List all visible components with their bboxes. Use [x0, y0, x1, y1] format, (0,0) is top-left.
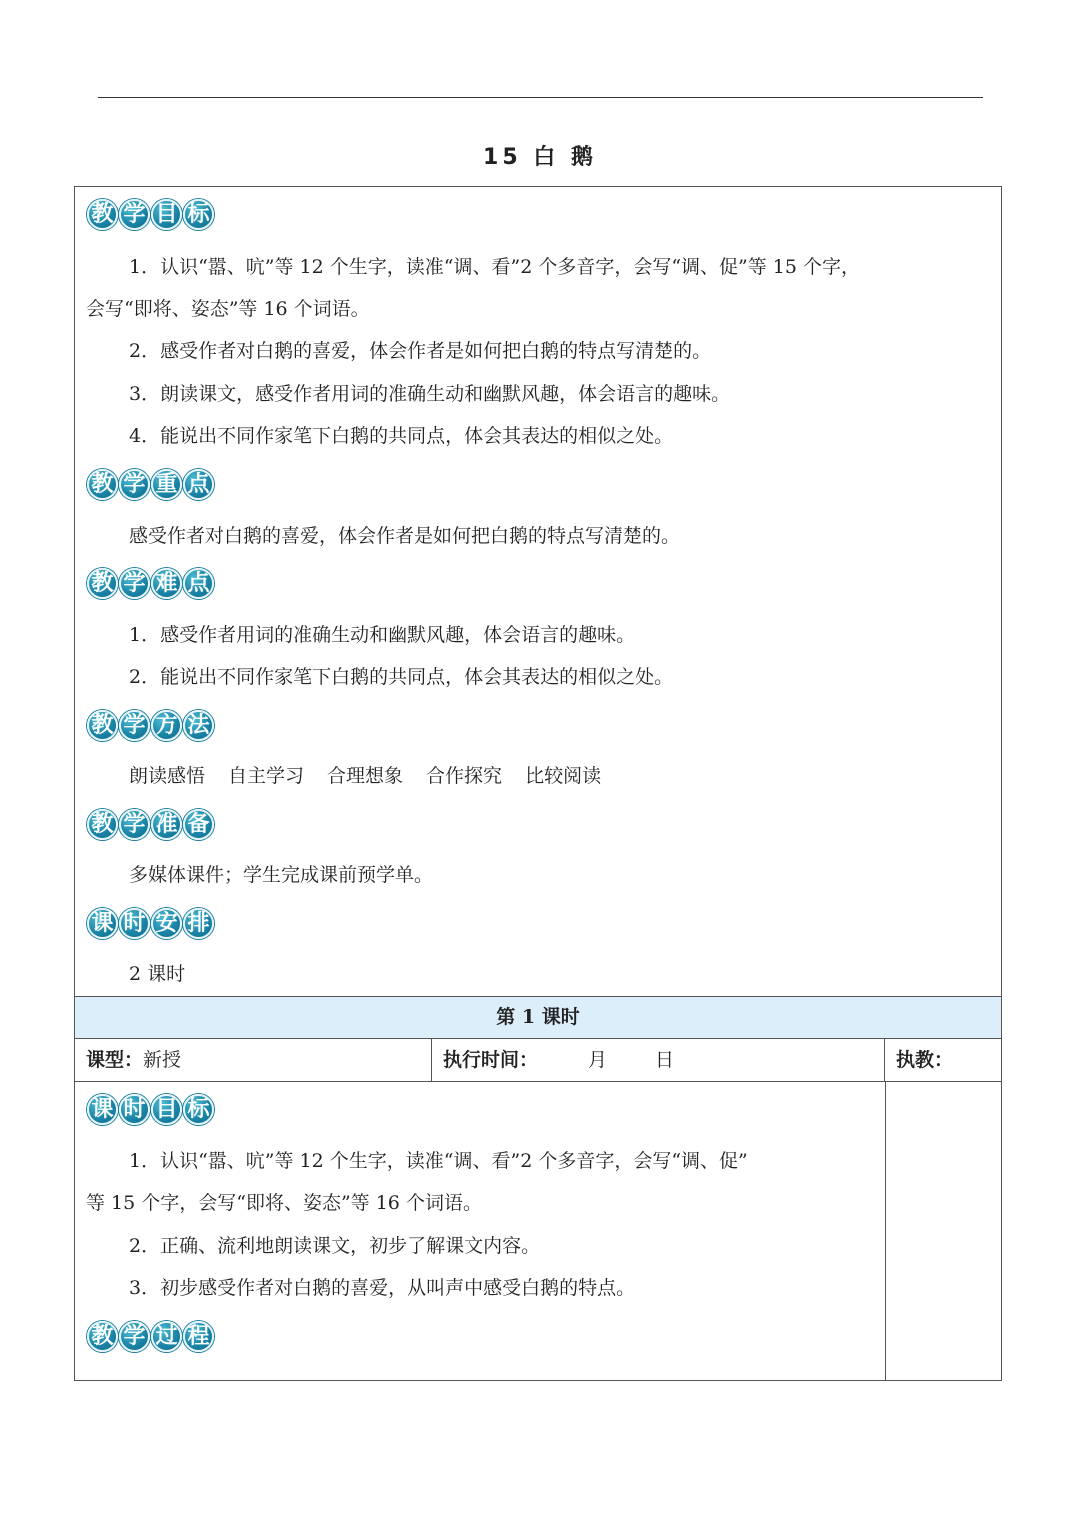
- lesson-type-label: 课型：: [86, 1049, 144, 1071]
- badge-char: 教: [87, 469, 118, 500]
- badge-char: 学: [119, 1321, 150, 1352]
- objectives-badge: [87, 199, 214, 230]
- lesson-teacher-cell: [885, 1039, 1003, 1081]
- objective-1-cont: 会写“即将、姿态”等 16 个词语。: [86, 298, 370, 320]
- side-column-divider: [885, 1082, 886, 1380]
- key-point-text: 感受作者对白鹅的喜爱，体会作者是如何把白鹅的特点写清楚的。: [129, 525, 681, 547]
- badge-char: 教: [87, 1321, 118, 1352]
- methods-badge: [87, 710, 214, 741]
- badge-char: 教: [87, 199, 118, 230]
- badge-char: 时: [119, 908, 150, 939]
- lesson-type-cell: [75, 1039, 432, 1081]
- lesson-objective-1-cont: 等 15 个字，会写“即将、姿态”等 16 个词语。: [86, 1192, 482, 1214]
- badge-char: 标: [183, 1094, 214, 1125]
- method-item: 自主学习: [228, 765, 305, 787]
- lesson-header: 第 1 课时: [75, 996, 1001, 1039]
- preparation-text: 多媒体课件；学生完成课前预学单。: [129, 864, 434, 886]
- preparation-badge: [87, 809, 214, 840]
- lesson-info-row: [75, 1039, 1001, 1082]
- badge-char: 重: [151, 469, 182, 500]
- badge-char: 学: [119, 199, 150, 230]
- methods-list: [129, 764, 601, 788]
- lesson-month: 月: [588, 1049, 608, 1071]
- badge-char: 学: [119, 809, 150, 840]
- lesson-objectives-badge: [87, 1094, 214, 1125]
- badge-char: 教: [87, 710, 118, 741]
- schedule-text: 2 课时: [129, 963, 186, 985]
- badge-char: 课: [87, 1094, 118, 1125]
- badge-char: 点: [183, 469, 214, 500]
- process-badge: [87, 1321, 214, 1352]
- objective-2: 2．感受作者对白鹅的喜爱，体会作者是如何把白鹅的特点写清楚的。: [129, 340, 712, 362]
- badge-char: 目: [151, 199, 182, 230]
- lesson-objective-3: 3．初步感受作者对白鹅的喜爱，从叫声中感受白鹅的特点。: [129, 1277, 636, 1299]
- badge-char: 法: [183, 710, 214, 741]
- method-item: 合理想象: [327, 765, 404, 787]
- header-rule: [98, 97, 983, 98]
- lesson-plan-table: [74, 186, 1002, 1381]
- badge-char: 安: [151, 908, 182, 939]
- badge-char: 教: [87, 568, 118, 599]
- badge-char: 目: [151, 1094, 182, 1125]
- badge-char: 学: [119, 568, 150, 599]
- badge-char: 方: [151, 710, 182, 741]
- badge-char: 教: [87, 809, 118, 840]
- method-item: 朗读感悟: [129, 765, 206, 787]
- difficulty-2: 2．能说出不同作家笔下白鹅的共同点，体会其表达的相似之处。: [129, 666, 674, 688]
- objective-1: 1．认识“嚣、吭”等 12 个生字，读准“调、看”2 个多音字，会写“调、促”等 15 个字，: [129, 256, 861, 278]
- schedule-badge: [87, 908, 214, 939]
- badge-char: 难: [151, 568, 182, 599]
- badge-char: 程: [183, 1321, 214, 1352]
- objective-4: 4．能说出不同作家笔下白鹅的共同点，体会其表达的相似之处。: [129, 425, 674, 447]
- difficulties-badge: [87, 568, 214, 599]
- badge-char: 学: [119, 469, 150, 500]
- lesson-day: 日: [655, 1049, 675, 1071]
- badge-char: 标: [183, 199, 214, 230]
- difficulty-1: 1．感受作者用词的准确生动和幽默风趣，体会语言的趣味。: [129, 624, 636, 646]
- badge-char: 过: [151, 1321, 182, 1352]
- lesson-type-value: 新授: [143, 1049, 182, 1071]
- method-item: 合作探究: [426, 765, 503, 787]
- badge-char: 学: [119, 710, 150, 741]
- badge-char: 备: [183, 809, 214, 840]
- badge-char: 准: [151, 809, 182, 840]
- page-title: 15 白 鹅: [483, 145, 597, 170]
- badge-char: 排: [183, 908, 214, 939]
- lesson-objective-2: 2．正确、流利地朗读课文，初步了解课文内容。: [129, 1235, 541, 1257]
- badge-char: 课: [87, 908, 118, 939]
- method-item: 比较阅读: [525, 765, 602, 787]
- lesson-time-cell: [432, 1039, 885, 1081]
- badge-char: 点: [183, 568, 214, 599]
- badge-char: 时: [119, 1094, 150, 1125]
- lesson-objective-1: 1．认识“嚣、吭”等 12 个生字，读准“调、看”2 个多音字，会写“调、促”: [129, 1150, 748, 1172]
- key-points-badge: [87, 469, 214, 500]
- lesson-time-label: 执行时间：: [443, 1049, 539, 1071]
- lesson-teacher-label: 执教：: [896, 1049, 954, 1071]
- objective-3: 3．朗读课文，感受作者用词的准确生动和幽默风趣，体会语言的趣味。: [129, 383, 731, 405]
